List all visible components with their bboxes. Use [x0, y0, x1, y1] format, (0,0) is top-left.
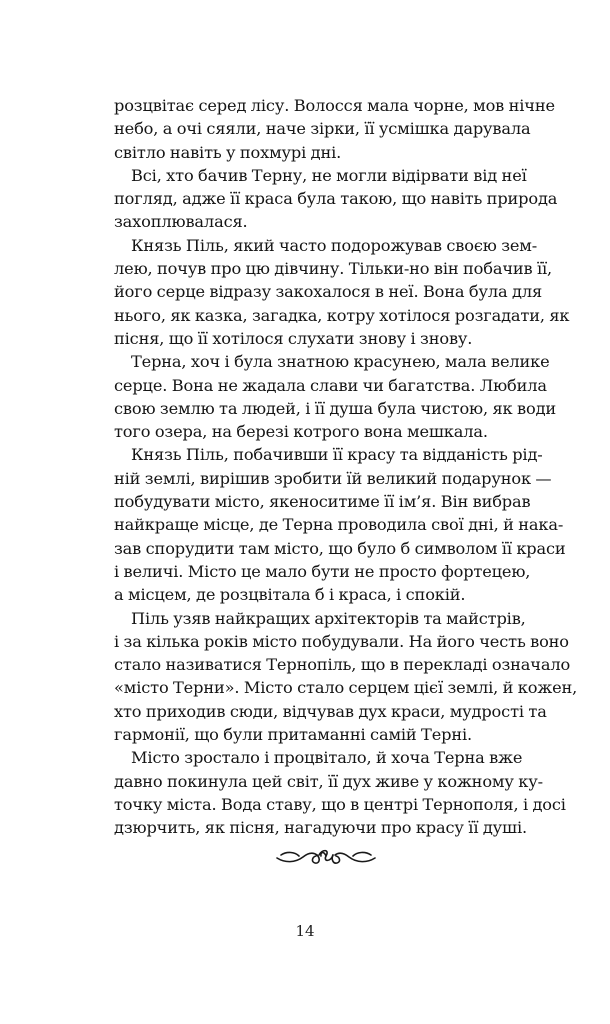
text-line: хто приходив сюди, відчував дух краси, мудрості та — [114, 701, 547, 721]
text-line: Терна, хоч і була знатною красунею, мала велике — [131, 352, 550, 372]
text-line: захоплювалася. — [114, 212, 248, 232]
text-line: гармонії, що були притаманні самій Терні. — [114, 725, 473, 745]
text-line: його серце відразу закохалося в неї. Вона була для — [114, 282, 543, 302]
text-line: Всі, хто бачив Терну, не могли відірвати від неї — [131, 165, 527, 185]
text-line: Князь Піль, який часто подорожував своєю зем- — [131, 235, 538, 255]
text-line: і величі. Місто це мало бути не просто фортецею, — [114, 561, 531, 581]
text-line: давно покинула цей світ, її дух живе у кожному ку- — [114, 771, 543, 791]
text-line: небо, а очі сяяли, наче зірки, її усмішка дарувала — [114, 119, 531, 139]
text-line: стало називатися Тернопіль, що в перекладі означало — [114, 655, 571, 675]
text-line: лею, почув про цю дівчину. Тільки-но він побачив її, — [114, 259, 553, 279]
body-text — [114, 94, 578, 840]
text-line: Піль узяв найкращих архітекторів та майстрів, — [131, 608, 526, 628]
text-line: ній землі, вирішив зробити їй великий подарунок — — [114, 468, 552, 488]
text-line: найкраще місце, де Терна проводила свої дні, й нака- — [114, 515, 564, 535]
text-line: пісня, що її хотілося слухати знову і знову. — [114, 328, 473, 348]
text-line: свою землю та людей, і її душа була чистою, як води — [114, 398, 557, 418]
text-line: світло навіть у похмурі дні. — [114, 142, 342, 162]
flourish-divider-icon — [275, 843, 377, 869]
text-line: серце. Вона не жадала слави чи багатства. Любила — [114, 375, 547, 395]
text-line: нього, як казка, загадка, котру хотілося розгадати, як — [114, 305, 570, 325]
page-number: 14 — [295, 922, 315, 940]
text-line: зав спорудити там місто, що було б символом її краси — [114, 538, 566, 558]
text-line: розцвітає серед лісу. Волосся мала чорне, мов нічне — [114, 96, 555, 115]
text-line: дзюрчить, як пісня, нагадуючи про красу її душі. — [114, 818, 527, 838]
text-line: Князь Піль, побачивши її красу та відданість рід- — [131, 445, 543, 465]
text-line: того озера, на березі котрого вона мешкала. — [114, 422, 488, 442]
text-line: і за кілька років місто побудували. На його честь воно — [114, 631, 569, 651]
text-line: точку міста. Вода ставу, що в центрі Тернополя, і досі — [114, 794, 566, 814]
text-line: а місцем, де розцвітала б і краса, і спокій. — [114, 585, 466, 605]
text-line: погляд, адже її краса була такою, що навіть природа — [114, 189, 558, 209]
text-line: «місто Терни». Місто стало серцем цієї землі, й кожен, — [114, 678, 578, 698]
text-line: Місто зростало і процвітало, й хоча Терна вже — [131, 748, 523, 768]
text-line: побудувати місто, якеноситиме її ім’я. Він вибрав — [114, 492, 531, 512]
